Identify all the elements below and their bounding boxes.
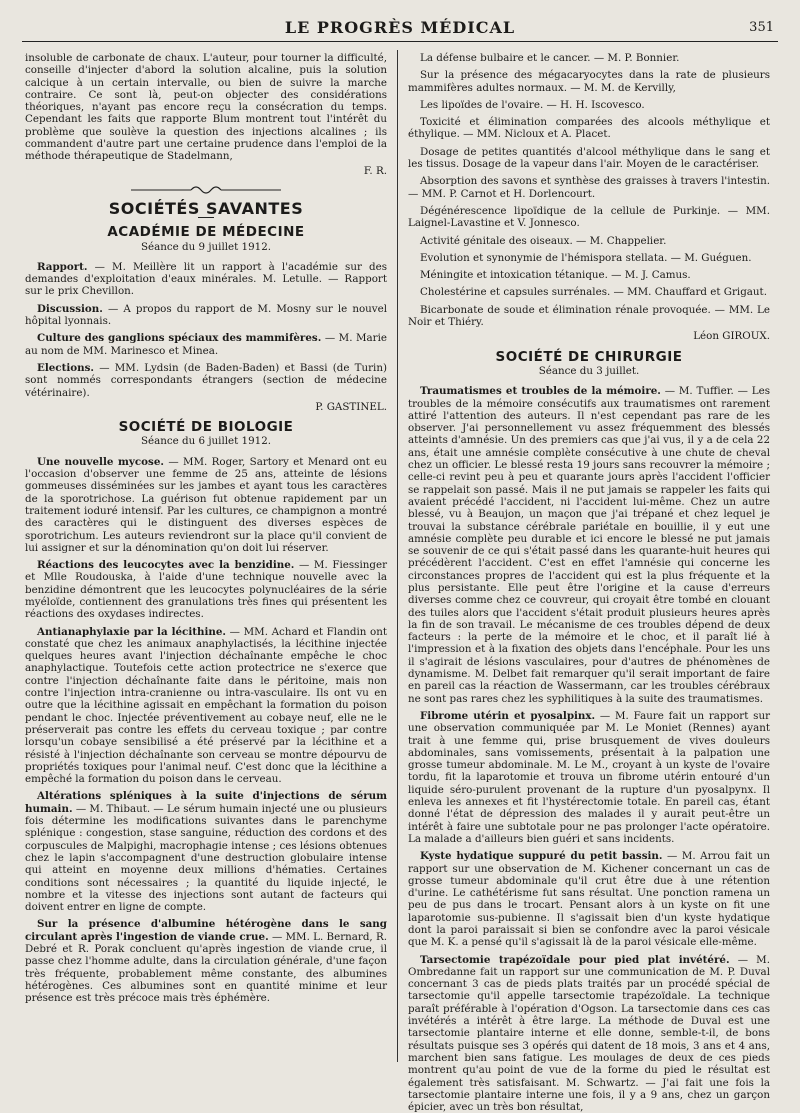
item-text: — M. Ombredanne fait un rapport sur une communication de M. P. Duval concernant 3 cas de pieds plats traités par un procédé spécial de tarsectomie qu'il appelle tarsectomie trapézoïdale. La technique paraît préférable à l'opération d'Ogson. La tarsectomie dans ces cas invétérés a intérêt à être large. La méthode de Duval est une tarsectomie plantaire interne et elle donne, semble-t-il, de bons résultats puisque ses 3 opérés qui datent de 18 mois, 3 ans et 4 ans, marchent bien sans fatigue. Les moulages de deux de ces pieds montrent qu'au point de vue de la forme du pied le résultat est également très satisfaisant. M. Schwartz. — J'ai fait une fois la tarsectomie plantaire interne une fois, il y a 9 ans, chez un garçon épicier, avec un très bon résultat, (408, 953, 770, 1113)
chirurgie-item (408, 850, 770, 948)
item-heading: Fibrome utérin et pyosalpinx. (420, 709, 596, 722)
academie-item (25, 332, 387, 357)
item-text: — M. Meillère lit un rapport à l'académie sur des demandes d'exploitation d'eaux minérales. M. Letulle. — Rapport sur le prix Chevillon. (25, 260, 387, 298)
item-text: — M. Fiessinger et Mlle Roudouska, à l'aide d'une technique nouvelle avec la benzidine démontrent que les leucocytes polynucléaires de la série myéloïde, contiennent des granulations très fines qui présentent les réactions des oxydases indirectes. (25, 559, 387, 621)
biologie-item (25, 790, 387, 913)
item-text: — MM. L. Bernard, R. Debré et R. Porak concluent qu'après ingestion de viande crue, il passe chez l'homme adulte, dans la circulation générale, d'une façon très fréquente, probablement même constante, des albumines hétérogènes. Ces albumines sont en quantité minime et leur présence est très précoce mais très éphémère. (25, 930, 387, 1005)
biologie-list-item: Sur la présence des mégacaryocytes dans la rate de plusieurs mammifères adultes normaux. — M. M. de Kervilly, (408, 69, 770, 94)
biologie-list-item: Cholestérine et capsules surrénales. — MM. Chauffard et Grigaut. (420, 286, 767, 299)
chirurgie-item (408, 385, 770, 705)
chirurgie-title: SOCIÉTÉ DE CHIRURGIE (495, 348, 683, 365)
biologie-list-item: Evolution et synonymie de l'hémispora stellata. — M. Guéguen. (420, 251, 752, 264)
biologie-session: Séance du 6 juillet 1912. (140, 435, 272, 448)
biologie-item (25, 626, 387, 786)
item-heading: Une nouvelle mycose. (37, 455, 164, 468)
academie-item (25, 303, 387, 328)
section-ornament (131, 185, 281, 195)
item-heading: Antianaphylaxie par la lécithine. (37, 625, 227, 638)
biologie-item (25, 559, 387, 620)
biologie-list-item: Les lipoïdes de l'ovaire. — H. H. Iscovesco. (420, 98, 645, 111)
item-text: — M. Arrou fait un rapport sur une observation de M. Kichener concernant un cas de grosse tumeur abdominale qu'il crut être due à une rétention d'urine. Le cathétérisme fut sans résultat. Une ponction ramena un peu de pus dans le trocart. Pensant alors à un kyste on fit une laparotomie sus-pubienne. Il s'agissait bien d'un kyste hydatique dont la paroi paraissait si bien se confondre avec la paroi vésicale que M. K. a pensé qu'il s'agissait là de la paroi vésicale elle-même. (408, 850, 770, 949)
biologie-list-item: La défense bulbaire et le cancer. — M. P. Bonnier. (420, 52, 680, 64)
item-heading: Traumatismes et troubles de la mémoire. (420, 385, 661, 398)
item-text: — MM. Roger, Sartory et Menard ont eu l'occasion d'observer une femme de 25 ans, atteinte de lésions gommeuses disséminées sur les jambes et ayant tous les caractères de la sporotrichose. La guérison fut obtenue rapidement par un traitement ioduré intensif. Par les cultures, ce champignon a montré des caractères qui le distinguent des diverses espèces de sporotrichum. Les auteurs reviendront sur la place qu'il convient de lui assigner et sur la dénomination qu'on doit lui réserver. (25, 455, 387, 554)
item-heading: Elections. (37, 361, 94, 374)
item-text: — M. Marie au nom de MM. Marinesco et Minea. (25, 332, 387, 357)
page-number: 351 (749, 20, 774, 35)
item-text: — MM. Achard et Flandin ont constaté que chez les animaux anaphylactisés, la lécithine injectée quelques heures avant l'injection déchaînante empêche le choc anaphylactique. Toutefois cette action protectrice ne s'exerce que contre l'injection déchaînante faite dans le péritoine, mais non contre l'injection intra-cranienne ou intra-vasculaire. Ils ont vu en outre que la lécithine agissait en empêchant la formation du poison pendant le choc. Injectée préventivement au cobaye neuf, elle ne le préserverait pas contre les effets du cerveau toxique ; par contre lorsqu'un cobaye sensibilisé a été préservé par la lécithine et a résisté à l'injection déchaînante son cerveau se montre dépourvu de propriétés toxiques pour l'animal neuf. C'est donc que la lécithine a empêché la formation du poison dans le cerveau. (25, 625, 387, 786)
biologie-item (25, 918, 387, 1004)
academie-item (25, 362, 387, 399)
chirurgie-session: Séance du 3 juillet. (538, 364, 640, 377)
biologie-list-item: Dégénérescence lipoïdique de la cellule de Purkinje. — MM. Laignel-Lavastine et V. Jonnesco. (408, 204, 770, 230)
item-heading: Réactions des leucocytes avec la benzidine. (37, 559, 295, 572)
item-text: — A propos du rapport de M. Mosny sur le nouvel hôpital lyonnais. (25, 302, 387, 328)
chirurgie-item (408, 710, 770, 845)
academie-item (25, 261, 387, 298)
item-heading: Discussion. (37, 302, 103, 315)
header-rule (22, 41, 778, 42)
item-text: — M. Thibaut. — Le sérum humain injecté une ou plusieurs fois détermine les modifications suivantes dans le parenchyme splénique : congestion, stase sanguine, réduction des cordons et des corpuscules de Malpighi, macrophagie intense ; ces lésions obtenues chez le lapin s'accompagnent d'une destruction globulaire intense qui atteint en moyenne deux millions d'hématies. Certaines conditions sont nécessaires ; la quantité du liquide injecté, le nombre et la vitesse des injections sont autant de facteurs qui doivent entrer en ligne de compte. (25, 802, 387, 914)
column-divider (397, 50, 398, 1062)
page-header (0, 0, 800, 46)
right-column (408, 52, 770, 1113)
item-heading: Altérations spléniques à la suite d'injections de sérum humain. (25, 790, 387, 815)
biologie-list-item: Activité génitale des oiseaux. — M. Chappelier. (420, 234, 667, 247)
biologie-list-item: Dosage de petites quantités d'alcool méthylique dans le sang et les tissus. Dosage de la vapeur dans l'air. Moyen de le caractériser. (408, 145, 770, 171)
academie-session: Séance du 9 juillet 1912. (140, 240, 272, 253)
biologie-list-item: Méningite et intoxication tétanique. — M. J. Camus. (420, 269, 691, 282)
item-heading: Sur la présence d'albumine hétérogène dans le sang circulant après l'ingestion de viande crue. (25, 918, 387, 943)
chirurgie-item (408, 954, 770, 1113)
item-heading: Kyste hydatique suppuré du petit bassin. (420, 850, 663, 863)
item-text: — M. Faure fait un rapport sur une observation communiquée par M. Le Moniet (Rennes) ayant trait à une femme qui, prise brusquement de vives douleurs abdominales, sans vomissements, présentait à la palpation une grosse tumeur abdominale. M. Le M., croyant à un kyste de l'ovaire tordu, fit la laparotomie et trouva un fibrome utérin entouré d'un liquide séro-purulent provenant de la rupture d'un pyosalpynx. Il enleva les annexes et fit l'hystérectomie totale. En pareil cas, étant donné l'état de dépression des malades il y aurait peut-être un intérêt à faire une subtotale pour ne pas prolonger l'acte opératoire. La malade a d'ailleurs bien guéri et sans incidents. (408, 709, 770, 845)
biologie-list-item: Bicarbonate de soude et élimination rénale provoquée. — MM. Le Noir et Thiéry. (408, 303, 770, 329)
left-column (25, 52, 387, 1064)
intro-signature: F. R. (363, 164, 387, 177)
item-text: — MM. Lydsin (de Baden-Baden) et Bassi (de Turin) sont nommés correspondants étrangers (section de médecine vétérinaire). (25, 361, 387, 399)
academie-signature: P. GASTINEL. (315, 400, 387, 413)
list-signature: Léon GIROUX. (693, 330, 770, 343)
academie-title: ACADÉMIE DE MÉDECINE (107, 224, 305, 241)
biologie-item (25, 456, 387, 554)
item-heading: Rapport. (37, 260, 88, 273)
page-title: LE PROGRÈS MÉDICAL (284, 18, 516, 37)
item-heading: Tarsectomie trapézoïdale pour pied plat invétéré. (420, 953, 730, 966)
item-text: — M. Tuffier. — Les troubles de la mémoire consécutifs aux traumatismes ont rarement attiré l'attention des auteurs. Il n'est cependant pas rare de les observer. J'ai personnellement vu assez fréquemment des blessés atteints d'amnésie. Un des premiers cas que j'ai vus, il y a de cela 22 ans, était une amnésie complète consécutive à une chute de cheval chez un officier. Le blessé resta 19 jours sans recouvrer la mémoire ; celle-ci revint peu à peu et quarante jours après l'accident l'officier se rappelait son passé. Mais il ne put jamais se rappeler les faits qui avaient précédé l'accident, ni l'accident lui-même. Chez un autre blessé, vu à Beaujon, un maçon que j'ai trépané et chez lequel je trouvai la substance cérébrale pariétale en bouillie, il y eut une amnésie complète peu durable et ici encore le blessé ne put jamais se souvenir de ce qui s'était passé dans les quarante-huit heures qui précédèrent l'accident. C'est en effet l'amnésie qui concerne les circonstances propres de l'accident qui est la plus fréquente et la plus persistante. Elle peut être l'origine et la cause d'erreurs diverses comme chez ce couvreur, qui croyait être tombé en clouant des tuiles alors que l'accident s'était produit plusieurs heures après la fin de son travail. Le mécanisme de ces troubles dépend de deux facteurs : la perte de la mémoire et le choc, et il paraît lié à l'impression et à la fixation des objets dans l'encéphale. Pour les uns il s'agirait de lésions vasculaires, pour d'autres de phénomènes de dynamisme. M. Delbet fait remarquer qu'il serait important de faire en pareil cas la réaction de Wassermann, car les troubles cérébraux ne sont pas rares chez les syphilitiques à la suite des traumatismes. (408, 385, 770, 705)
item-heading: Culture des ganglions spéciaux des mammifères. (37, 332, 322, 345)
biologie-list-item: Absorption des savons et synthèse des graisses à travers l'intestin. — MM. P. Carnot et H. Dorlencourt. (408, 175, 770, 200)
biologie-title: SOCIÉTÉ DE BIOLOGIE (118, 419, 294, 436)
societes-savantes-title: SOCIÉTÉS SAVANTES (108, 198, 304, 218)
intro-paragraph: insoluble de carbonate de chaux. L'auteur, pour tourner la difficulté, conseille d'injecter d'abord la solution alcaline, puis la solution calcique à un certain intervalle, ou bien de suivre la marche contraire. Ce sont là, peut-on objecter des considérations théoriques, n'ayant pas encore reçu la consécration du temps. Cependant les faits que rapporte Blum montrent tout l'intérêt du problème que soulève la question des injections alcalines ; ils commandent d'autre part une certaine prudence dans l'emploi de la méthode thérapeutique de Stadelmann, (25, 52, 387, 163)
biologie-list-item: Toxicité et élimination comparées des alcools méthylique et éthylique. — MM. Nicloux et A. Placet. (408, 116, 770, 141)
